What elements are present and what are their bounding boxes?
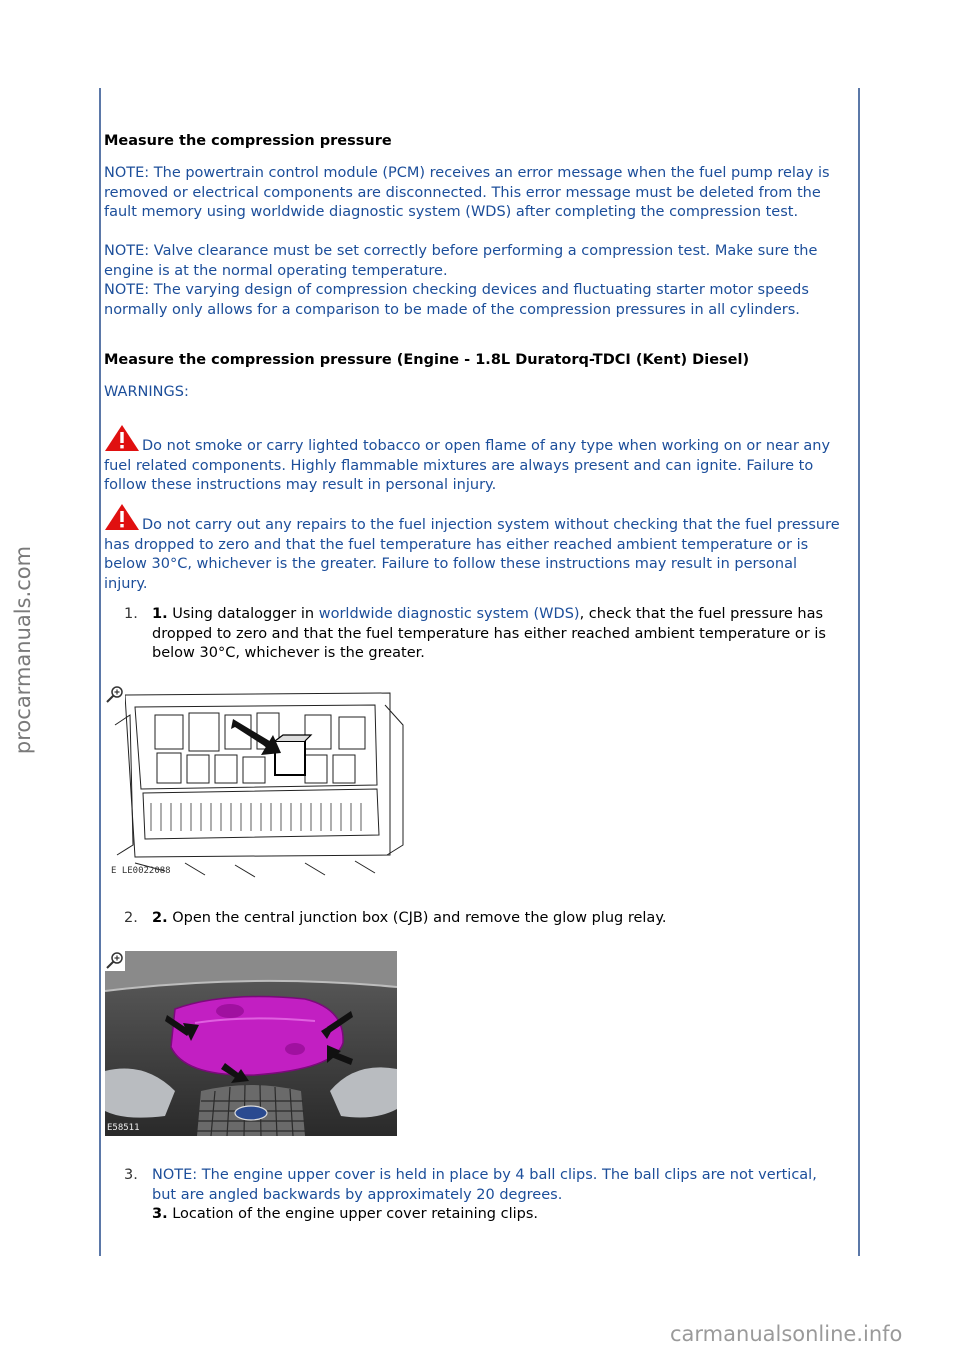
step-body: NOTE: The engine upper cover is held in place by 4 ball clips. The ball clips are not vertical, but are angled backwards by approximately 20 degrees. 3. Location of the engine upper cover retaining clips.: [152, 1167, 817, 1222]
warning-smoking: Do not smoke or carry lighted tobacco or open flame of any type when working on or near any fuel related components. Highly flammable mixtures are always present and can ignite. Failure to follow these instructions may result in personal injury.: [104, 424, 844, 496]
right-border-line: [858, 88, 860, 1256]
figure-code: E58511: [107, 1123, 140, 1133]
wds-link[interactable]: worldwide diagnostic system (WDS): [318, 606, 580, 622]
engine-bay-photo: [105, 951, 397, 1136]
step-number: 3.: [124, 1167, 138, 1183]
figure-code: E LE0022088: [111, 866, 171, 876]
zoom-in-icon[interactable]: [105, 685, 125, 705]
warnings-label: WARNINGS:: [104, 384, 189, 400]
side-watermark: procarmanuals.com: [11, 545, 35, 755]
zoom-in-icon[interactable]: [105, 951, 125, 971]
figure-cjb-relay: [105, 685, 405, 878]
left-border-line: [99, 88, 101, 1256]
warning-fuel-pressure: Do not carry out any repairs to the fuel injection system without checking that the fuel pressure has dropped to zero and that the fuel temperature has either reached ambient temperature or is below 30°C, whichever is the greater. Failure to follow these instructions may result in personal injury.: [104, 503, 844, 594]
note-pcm: NOTE: The powertrain control module (PCM) receives an error message when the fuel pump relay is removed or electrical components are disconnected. This error message must be deleted from the fault memory using worldwide diagnostic system (WDS) after completing the compression test.: [104, 165, 830, 220]
step-body: 1. Using datalogger in worldwide diagnostic system (WDS), check that the fuel pressure has dropped to zero and that the fuel temperature has either reached ambient temperature or is below 30°C, whichever is the greater.: [152, 606, 826, 661]
footer-watermark: carmanualsonline.info: [670, 1322, 903, 1346]
warning-triangle-icon: [104, 503, 140, 531]
step-number: 2.: [124, 910, 138, 926]
note-valve-clearance: NOTE: Valve clearance must be set correctly before performing a compression test. Make sure the engine is at the normal operating temperature.: [104, 243, 818, 279]
warning-triangle-icon: [104, 424, 140, 452]
note-compression-devices: NOTE: The varying design of compression checking devices and fluctuating starter motor speeds normally only allows for a comparison to be made of the compression pressures in all cylinders.: [104, 282, 809, 318]
cjb-line-drawing: [105, 685, 405, 878]
step-number: 1.: [124, 606, 138, 622]
section-heading: Measure the compression pressure: [104, 133, 392, 149]
subsection-heading: Measure the compression pressure (Engine - 1.8L Duratorq-TDCI (Kent) Diesel): [104, 352, 750, 368]
figure-engine-cover: [105, 951, 397, 1136]
step-note: NOTE: The engine upper cover is held in place by 4 ball clips. The ball clips are not vertical, but are angled backwards by approximately 20 degrees.: [152, 1167, 817, 1203]
step-body: 2. Open the central junction box (CJB) and remove the glow plug relay.: [152, 910, 667, 926]
